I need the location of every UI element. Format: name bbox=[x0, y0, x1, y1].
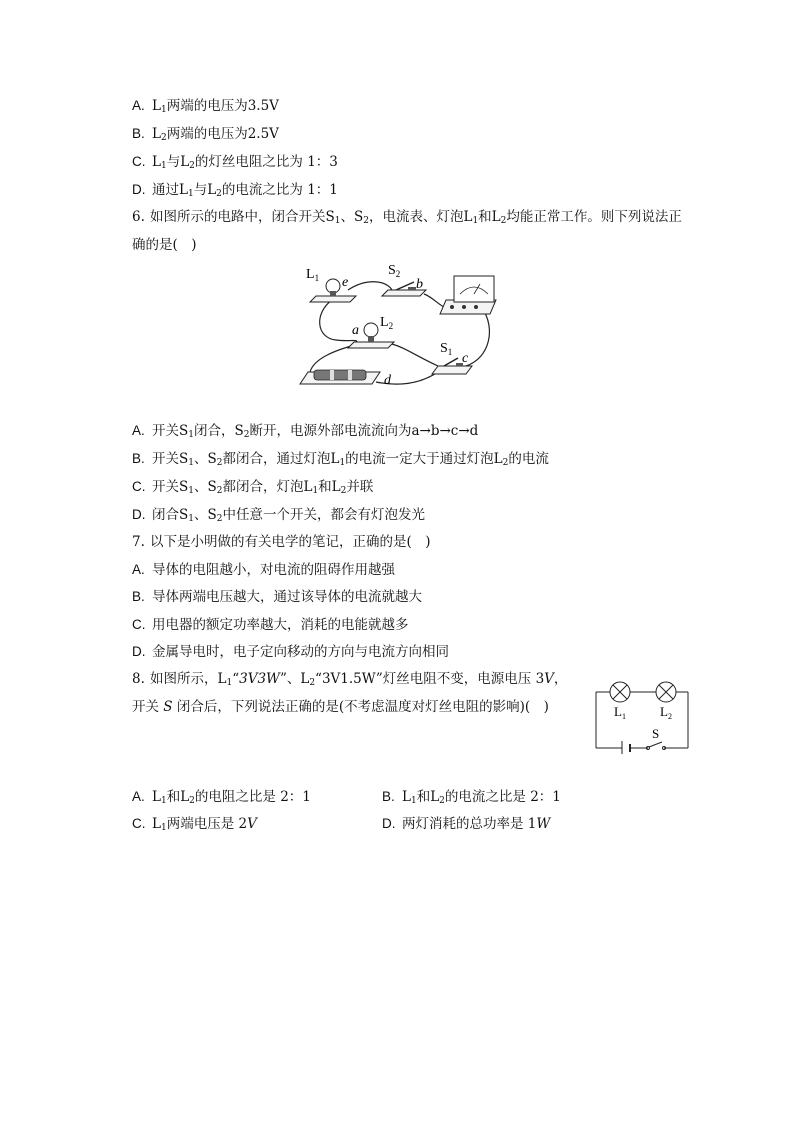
subscript: 1 bbox=[410, 796, 417, 806]
subscript: 1 bbox=[160, 823, 167, 833]
q5-option-a bbox=[132, 97, 279, 115]
stem-text: 如图所示，L bbox=[150, 671, 227, 687]
question-number: 6. bbox=[132, 209, 145, 225]
q7-option-c bbox=[132, 616, 409, 634]
option-text: 用电器的额定功率越大，消耗的电能就越多 bbox=[152, 617, 409, 633]
stem-text: ，电流表、灯泡L bbox=[368, 209, 473, 225]
q6-stem-line2 bbox=[132, 236, 197, 254]
label-s: S bbox=[652, 726, 660, 741]
option-text: 的电流 bbox=[508, 451, 549, 467]
subscript: 1 bbox=[472, 216, 479, 226]
subscript: 2 bbox=[309, 678, 316, 688]
battery-icon bbox=[622, 741, 630, 754]
option-letter: A. bbox=[132, 423, 145, 438]
option-letter: B. bbox=[132, 126, 145, 141]
stem-text: 如图所示的电路中，闭合开关S bbox=[150, 209, 335, 225]
q8-stem bbox=[132, 670, 567, 688]
stem-text: 3V3 bbox=[239, 671, 267, 687]
option-text: 通过L bbox=[152, 182, 188, 198]
q7-option-a bbox=[132, 561, 395, 579]
option-text: L bbox=[152, 154, 161, 170]
question-number: 7. bbox=[132, 534, 145, 550]
option-text: 导体两端电压越大，通过该导体的电流就越大 bbox=[152, 589, 422, 605]
stem-text: 和L bbox=[478, 209, 501, 225]
option-letter: D. bbox=[382, 816, 396, 831]
stem-text: ， bbox=[553, 671, 568, 687]
stem-text: 均能正常工作。则下列说法正 bbox=[506, 209, 682, 225]
stem-text: “3V1.5W”灯丝电阻不变，电源电压 3 bbox=[315, 671, 545, 687]
q6-option-b bbox=[132, 450, 549, 468]
option-text: V bbox=[247, 816, 257, 832]
label-c: c bbox=[462, 351, 469, 366]
q6-stem bbox=[132, 208, 682, 226]
q7-option-d bbox=[132, 643, 449, 661]
option-text: 、S bbox=[193, 507, 217, 523]
option-text: 和L bbox=[416, 789, 440, 805]
stem-text: ”、L bbox=[279, 671, 310, 687]
option-text: 两灯消耗的总功率是 1 bbox=[402, 816, 537, 832]
q6-option-a bbox=[132, 422, 478, 440]
subscript: 1 bbox=[160, 796, 167, 806]
option-text: 金属导电时，电子定向移动的方向与电流方向相同 bbox=[152, 644, 449, 660]
option-letter: A. bbox=[132, 98, 145, 113]
q8-option-a bbox=[132, 788, 311, 806]
subscript: 2 bbox=[216, 514, 223, 524]
option-text: 的电流之比是 2：1 bbox=[444, 789, 561, 805]
subscript: 1 bbox=[188, 514, 194, 524]
option-letter: C. bbox=[132, 816, 146, 831]
option-text: 开关S bbox=[152, 423, 189, 439]
option-letter: D. bbox=[132, 644, 146, 659]
subscript: 2 bbox=[216, 458, 223, 468]
option-text: 和L bbox=[318, 479, 341, 495]
q8-option-d bbox=[382, 815, 550, 833]
option-text: L bbox=[152, 98, 161, 114]
option-text: L bbox=[152, 816, 161, 832]
subscript: 1 bbox=[188, 458, 194, 468]
label-d: d bbox=[384, 373, 391, 388]
q7-stem bbox=[132, 533, 431, 551]
label-s2: $S_2$ bbox=[388, 263, 401, 279]
lamp-l2-icon bbox=[656, 682, 676, 702]
q8-option-b bbox=[382, 788, 561, 806]
lamp-l1-icon bbox=[610, 682, 630, 702]
label-b: b bbox=[416, 277, 423, 292]
stem-text: S bbox=[163, 699, 173, 715]
option-letter: A. bbox=[132, 789, 145, 804]
option-text: 、S bbox=[193, 479, 217, 495]
subscript: 2 bbox=[216, 189, 222, 199]
q5-option-b bbox=[132, 125, 279, 143]
subscript: 2 bbox=[160, 133, 167, 143]
q5-option-c bbox=[132, 153, 338, 171]
subscript: 2 bbox=[363, 216, 369, 226]
option-letter: B. bbox=[132, 589, 145, 604]
stem-text: 确的是( ) bbox=[132, 237, 197, 253]
option-text: 并联 bbox=[346, 479, 374, 495]
option-text: 中任意一个开关，都会有灯泡发光 bbox=[222, 507, 425, 523]
option-text: W bbox=[536, 816, 551, 832]
ammeter-icon bbox=[440, 276, 496, 314]
option-text: 闭合，S bbox=[193, 423, 244, 439]
label-l1: $L_1$ bbox=[306, 267, 320, 283]
switch-s-icon bbox=[647, 742, 666, 750]
q5-option-d bbox=[132, 181, 338, 199]
option-text: 、S bbox=[193, 451, 217, 467]
subscript: 2 bbox=[340, 486, 347, 496]
subscript: 2 bbox=[439, 796, 445, 806]
stem-text: 闭合后，下列说法正确的是(不考虑温度对灯丝电阻的影响)( ) bbox=[172, 699, 549, 715]
option-text: 导体的电阻越小，对电流的阻碍作用越强 bbox=[152, 562, 395, 578]
option-letter: C. bbox=[132, 617, 146, 632]
subscript: 2 bbox=[189, 161, 195, 171]
label-s1: $S_1$ bbox=[440, 341, 453, 357]
stem-text: 以下是小明做的有关电学的笔记，正确的是( ) bbox=[150, 534, 431, 550]
subscript: 1 bbox=[334, 216, 341, 226]
subscript: 1 bbox=[188, 430, 194, 440]
wire bbox=[348, 282, 392, 290]
label-l2: $L_2$ bbox=[660, 704, 672, 721]
q8-circuit-figure bbox=[592, 678, 694, 754]
option-text: 两端的电压为2.5V bbox=[166, 126, 279, 142]
option-text: 和L bbox=[166, 789, 190, 805]
q6-circuit-figure bbox=[296, 258, 506, 398]
subscript: 2 bbox=[500, 216, 507, 226]
option-text: 两端电压是 2 bbox=[166, 816, 248, 832]
subscript: 1 bbox=[160, 161, 167, 171]
option-letter: C. bbox=[132, 479, 146, 494]
option-text: 的电阻之比是 2：1 bbox=[194, 789, 311, 805]
option-letter: B. bbox=[132, 451, 145, 466]
wire bbox=[392, 344, 438, 366]
stem-text: 开关 bbox=[132, 699, 164, 715]
option-letter: A. bbox=[132, 562, 145, 577]
option-letter: D. bbox=[132, 507, 146, 522]
subscript: 1 bbox=[160, 105, 167, 115]
stem-text: V bbox=[544, 671, 554, 687]
option-text: 闭合S bbox=[152, 507, 189, 523]
label-e: e bbox=[342, 275, 349, 290]
option-text: 都闭合，灯泡L bbox=[222, 479, 313, 495]
label-a: a bbox=[352, 323, 359, 338]
stem-text: “ bbox=[232, 671, 240, 687]
option-text: 两端的电压为3.5V bbox=[166, 98, 279, 114]
stem-text: 、S bbox=[340, 209, 364, 225]
q6-option-c bbox=[132, 478, 373, 496]
question-number: 8. bbox=[132, 671, 145, 687]
option-text: 与L bbox=[166, 154, 190, 170]
option-text: L bbox=[402, 789, 411, 805]
option-text: L bbox=[152, 789, 161, 805]
q7-option-b bbox=[132, 588, 422, 606]
q8-option-c bbox=[132, 815, 257, 833]
option-letter: B. bbox=[382, 789, 395, 804]
wire bbox=[466, 308, 489, 366]
option-text: L bbox=[152, 126, 161, 142]
stem-text: W bbox=[266, 671, 280, 687]
label-l2: $L_2$ bbox=[380, 315, 394, 331]
option-letter: C. bbox=[132, 154, 146, 169]
subscript: 1 bbox=[188, 486, 194, 496]
option-text: 与L bbox=[193, 182, 217, 198]
option-letter: D. bbox=[132, 182, 146, 197]
subscript: 2 bbox=[502, 458, 509, 468]
subscript: 2 bbox=[243, 430, 250, 440]
battery-icon bbox=[300, 370, 380, 384]
q8-stem-line2 bbox=[132, 698, 549, 716]
option-text: 开关S bbox=[152, 451, 189, 467]
subscript: 1 bbox=[312, 486, 319, 496]
option-text: 的灯丝电阻之比为 1：3 bbox=[194, 154, 338, 170]
option-text: 断开，电源外部电流流向为a→b→c→d bbox=[249, 423, 479, 439]
subscript: 2 bbox=[216, 486, 223, 496]
subscript: 1 bbox=[339, 458, 346, 468]
option-text: 开关S bbox=[152, 479, 189, 495]
subscript: 1 bbox=[187, 189, 194, 199]
label-l1: $L_1$ bbox=[614, 704, 626, 721]
subscript: 2 bbox=[189, 796, 195, 806]
q6-option-d bbox=[132, 506, 425, 524]
option-text: 的电流一定大于通过灯泡L bbox=[345, 451, 503, 467]
option-text: 都闭合，通过灯泡L bbox=[222, 451, 340, 467]
option-text: 的电流之比为 1：1 bbox=[221, 182, 338, 198]
subscript: 1 bbox=[226, 678, 233, 688]
